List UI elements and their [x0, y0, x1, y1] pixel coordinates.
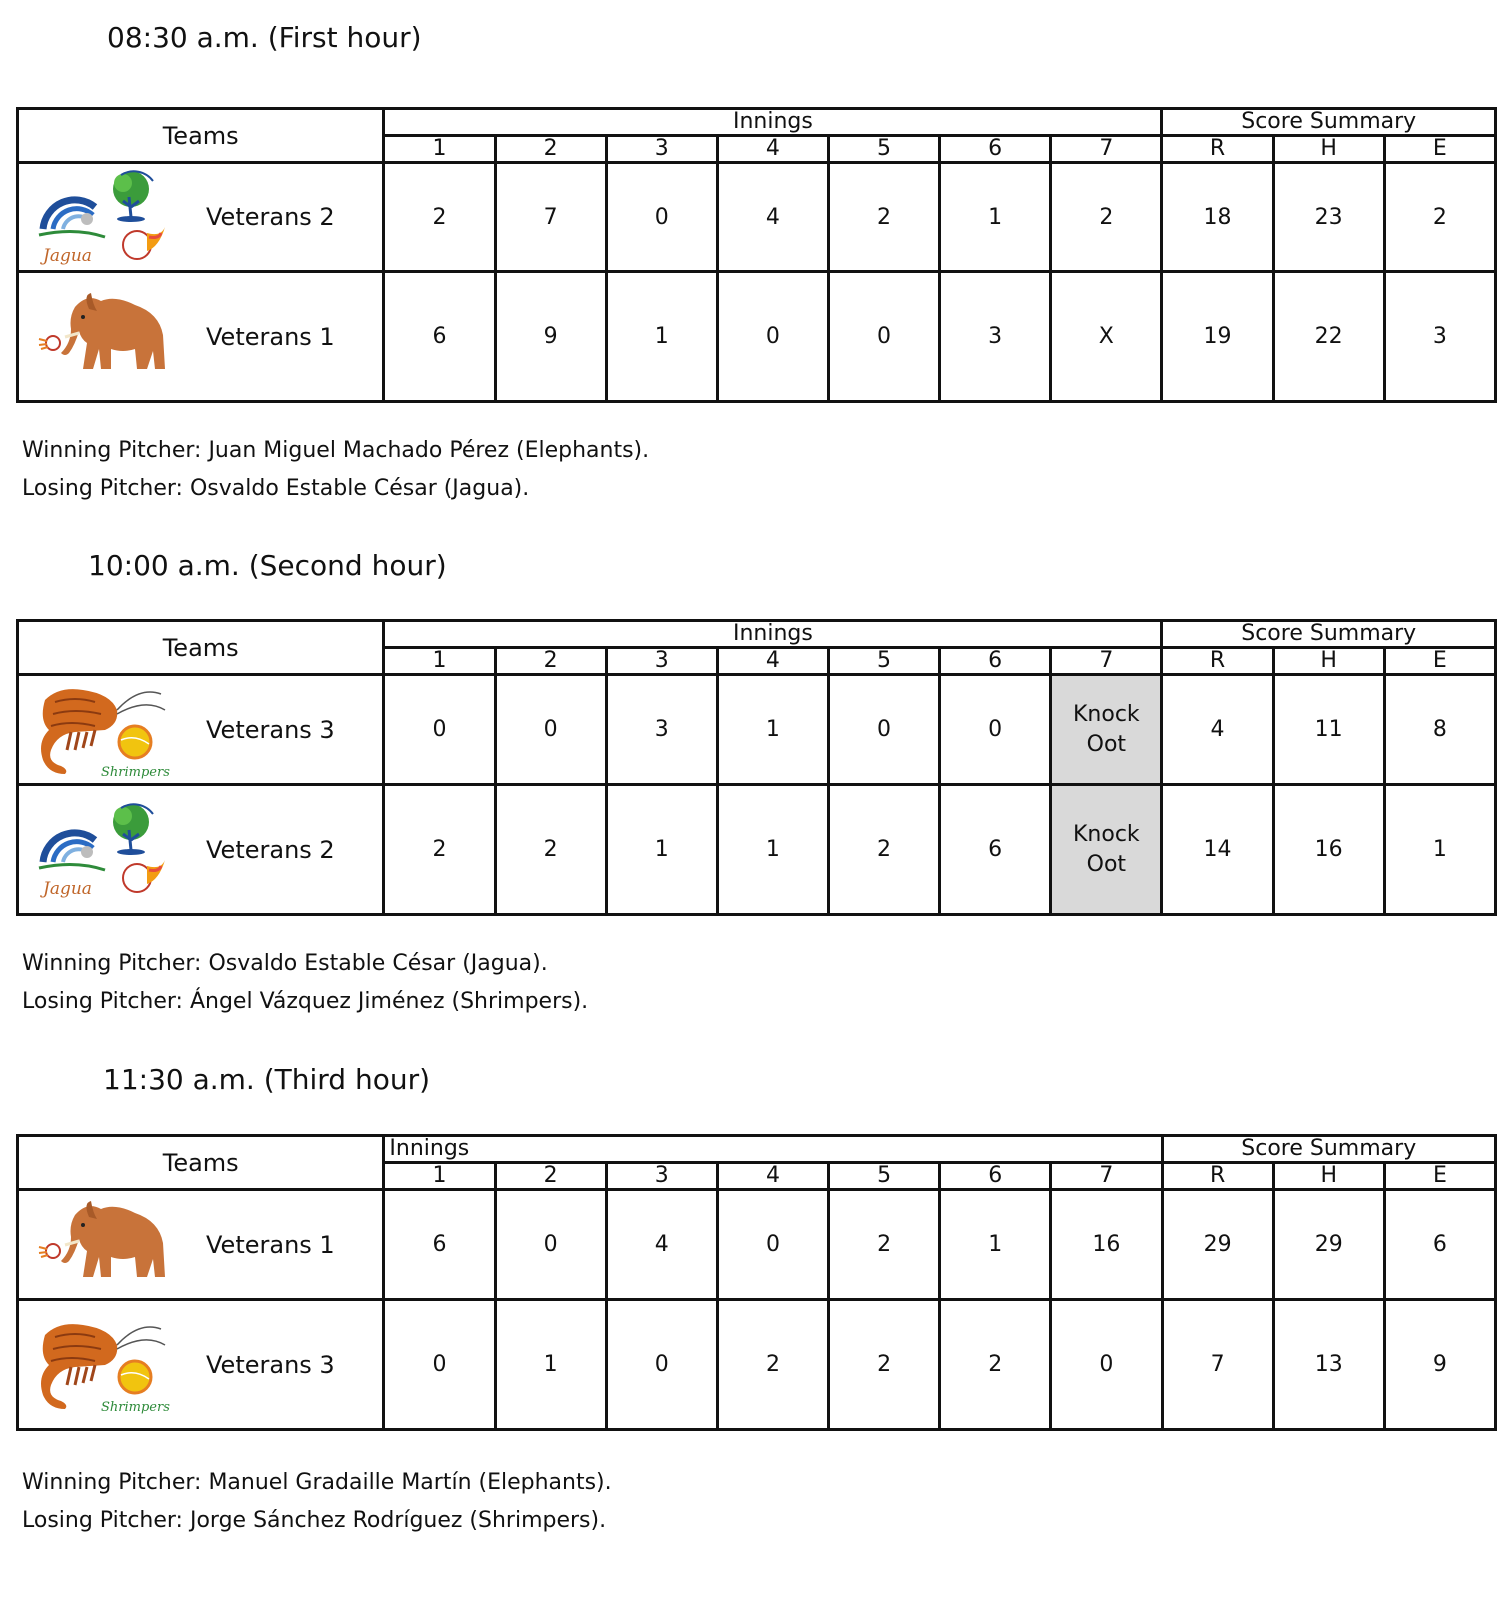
- game-title: 11:30 a.m. (Third hour): [103, 1063, 431, 1096]
- inning-score: 6: [384, 1190, 495, 1300]
- inning-score: 4: [717, 163, 828, 272]
- hits-header: H: [1273, 648, 1384, 675]
- inning-header: 3: [606, 136, 717, 163]
- hits-total: 23: [1273, 163, 1384, 272]
- knockout-word-1: Knock: [1073, 821, 1140, 847]
- scoreboard-table: [16, 1134, 1497, 1431]
- game-title: 08:30 a.m. (First hour): [107, 21, 422, 54]
- elephant-logo-icon: [35, 1195, 170, 1295]
- winning-pitcher: Winning Pitcher: Osvaldo Estable César (Jagua).: [22, 951, 548, 976]
- errors-header: E: [1384, 1163, 1495, 1190]
- score-summary-header: Score Summary: [1162, 1136, 1495, 1163]
- inning-score: 2: [828, 163, 939, 272]
- game-title: 10:00 a.m. (Second hour): [88, 549, 447, 582]
- inning-header: 6: [940, 1163, 1051, 1190]
- teams-header: Teams: [18, 621, 384, 675]
- knockout-word-2: Oot: [1086, 731, 1127, 757]
- team-cell: [18, 1190, 384, 1300]
- inning-score: 0: [606, 1300, 717, 1430]
- table-row: [18, 785, 1496, 915]
- inning-header: 3: [606, 1163, 717, 1190]
- inning-score: 2: [828, 785, 939, 915]
- innings-header: Innings: [384, 1136, 1162, 1163]
- inning-score: 0: [717, 272, 828, 402]
- inning-header: 7: [1051, 1163, 1162, 1190]
- inning-score: 6: [940, 785, 1051, 915]
- score-summary-header: Score Summary: [1162, 621, 1496, 648]
- hits-total: 29: [1273, 1190, 1384, 1300]
- runs-total: 7: [1162, 1300, 1273, 1430]
- errors-header: E: [1384, 648, 1495, 675]
- runs-header: R: [1162, 136, 1273, 163]
- team-name: Veterans 1: [206, 322, 335, 351]
- jagua-logo-icon: [35, 167, 170, 267]
- table-row: [18, 272, 1496, 402]
- team-name: Veterans 2: [206, 203, 335, 231]
- inning-score: 0: [717, 1190, 828, 1300]
- team-cell: [18, 785, 384, 915]
- svg-text:Shrimpers: Shrimpers: [101, 764, 170, 780]
- inning-score: 0: [828, 675, 939, 785]
- errors-header: E: [1384, 136, 1495, 163]
- inning-header: 6: [940, 648, 1051, 675]
- teams-header: Teams: [18, 1136, 384, 1190]
- hits-total: 11: [1273, 675, 1384, 785]
- runs-total: 29: [1162, 1190, 1273, 1300]
- team-cell: [18, 163, 384, 272]
- inning-score: 1: [940, 163, 1051, 272]
- errors-total: 9: [1384, 1300, 1495, 1430]
- inning-score: 16: [1051, 1190, 1162, 1300]
- inning-score: 0: [1051, 1300, 1162, 1430]
- inning-header: 5: [828, 648, 939, 675]
- inning-score: 2: [829, 1190, 940, 1300]
- svg-text:Jagua: Jagua: [43, 246, 92, 266]
- inning-score: 0: [828, 272, 939, 402]
- inning-score: 3: [606, 675, 717, 785]
- inning-score: 2: [717, 1300, 828, 1430]
- inning-score: 2: [1051, 163, 1162, 272]
- inning-score: 9: [495, 272, 606, 402]
- errors-total: 8: [1384, 675, 1495, 785]
- team-cell: [18, 1300, 384, 1430]
- knockout-word-1: Knock: [1073, 701, 1140, 727]
- inning-score: 2: [384, 163, 495, 272]
- team-name: Veterans 1: [206, 1230, 335, 1259]
- errors-total: 3: [1384, 272, 1495, 402]
- inning-score: 1: [717, 785, 828, 915]
- team-name: Veterans 2: [206, 835, 335, 864]
- inning-header: 4: [717, 1163, 828, 1190]
- inning-score: 1: [606, 272, 717, 402]
- hits-total: 13: [1273, 1300, 1384, 1430]
- inning-header: 4: [717, 136, 828, 163]
- inning-score: 6: [384, 272, 495, 402]
- inning-score: 2: [495, 785, 606, 915]
- inning-score: 0: [940, 675, 1051, 785]
- team-cell: [18, 272, 384, 402]
- inning-header: 4: [717, 648, 828, 675]
- inning-header: 5: [828, 136, 939, 163]
- inning-header: 7: [1051, 648, 1162, 675]
- inning-score: 0: [606, 163, 717, 272]
- inning-score: 1: [940, 1190, 1051, 1300]
- table-row: [18, 675, 1496, 785]
- inning-header: 3: [606, 648, 717, 675]
- inning-score: 0: [384, 675, 495, 785]
- inning-score: 0: [495, 675, 606, 785]
- errors-total: 2: [1384, 163, 1495, 272]
- inning-score: 2: [384, 785, 495, 915]
- inning-score: 0: [495, 1190, 606, 1300]
- inning-header: 2: [495, 136, 606, 163]
- winning-pitcher: Winning Pitcher: Juan Miguel Machado Pérez (Elephants).: [22, 438, 650, 463]
- innings-header: Innings: [384, 621, 1162, 648]
- inning-header: 5: [829, 1163, 940, 1190]
- teams-header: Teams: [18, 109, 384, 163]
- inning-header: 6: [940, 136, 1051, 163]
- hits-header: H: [1273, 1163, 1384, 1190]
- inning-header: 1: [384, 648, 495, 675]
- innings-header: Innings: [384, 109, 1162, 136]
- knockout-cell: [1051, 675, 1162, 785]
- team-name: Veterans 3: [206, 1350, 335, 1379]
- score-summary-header: Score Summary: [1162, 109, 1496, 136]
- knockout-cell: [1051, 785, 1162, 915]
- hits-total: 16: [1273, 785, 1384, 915]
- knockout-word-2: Oot: [1086, 851, 1127, 877]
- pitchers-summary: [22, 945, 588, 1021]
- shrimp-logo-icon: [35, 680, 170, 780]
- hits-total: 22: [1273, 272, 1384, 402]
- table-row: [18, 1190, 1496, 1300]
- team-cell: [18, 675, 384, 785]
- runs-total: 4: [1162, 675, 1273, 785]
- jagua-logo-icon: [35, 800, 170, 900]
- team-name: Veterans 3: [206, 715, 335, 744]
- table-row: [18, 163, 1496, 272]
- winning-pitcher: Winning Pitcher: Manuel Gradaille Martín (Elephants).: [22, 1470, 612, 1495]
- inning-header: 1: [384, 136, 495, 163]
- errors-total: 6: [1384, 1190, 1495, 1300]
- inning-score: 1: [717, 675, 828, 785]
- svg-text:Shrimpers: Shrimpers: [101, 1399, 170, 1415]
- losing-pitcher: Losing Pitcher: Ángel Vázquez Jiménez (Shrimpers).: [22, 989, 589, 1014]
- losing-pitcher: Losing Pitcher: Jorge Sánchez Rodríguez (Shrimpers).: [22, 1508, 607, 1533]
- inning-score: 1: [495, 1300, 606, 1430]
- errors-total: 1: [1384, 785, 1495, 915]
- inning-score: 4: [606, 1190, 717, 1300]
- table-row: [18, 1300, 1496, 1430]
- elephant-logo-icon: [35, 287, 170, 387]
- scoreboard-table: [16, 619, 1497, 916]
- scoreboard-table: [16, 107, 1497, 403]
- inning-score: X: [1051, 272, 1162, 402]
- losing-pitcher: Losing Pitcher: Osvaldo Estable César (Jagua).: [22, 476, 530, 501]
- inning-score: 2: [940, 1300, 1051, 1430]
- inning-score: 2: [829, 1300, 940, 1430]
- inning-score: 3: [940, 272, 1051, 402]
- inning-score: 0: [384, 1300, 495, 1430]
- inning-header: 1: [384, 1163, 495, 1190]
- pitchers-summary: [22, 432, 649, 508]
- shrimp-logo-icon: [35, 1315, 170, 1415]
- pitchers-summary: [22, 1464, 612, 1540]
- hits-header: H: [1273, 136, 1384, 163]
- inning-score: 1: [606, 785, 717, 915]
- inning-header: 2: [495, 1163, 606, 1190]
- runs-total: 19: [1162, 272, 1273, 402]
- inning-header: 2: [495, 648, 606, 675]
- inning-header: 7: [1051, 136, 1162, 163]
- runs-header: R: [1162, 648, 1273, 675]
- inning-score: 7: [495, 163, 606, 272]
- runs-header: R: [1162, 1163, 1273, 1190]
- runs-total: 18: [1162, 163, 1273, 272]
- runs-total: 14: [1162, 785, 1273, 915]
- svg-text:Jagua: Jagua: [43, 878, 92, 899]
